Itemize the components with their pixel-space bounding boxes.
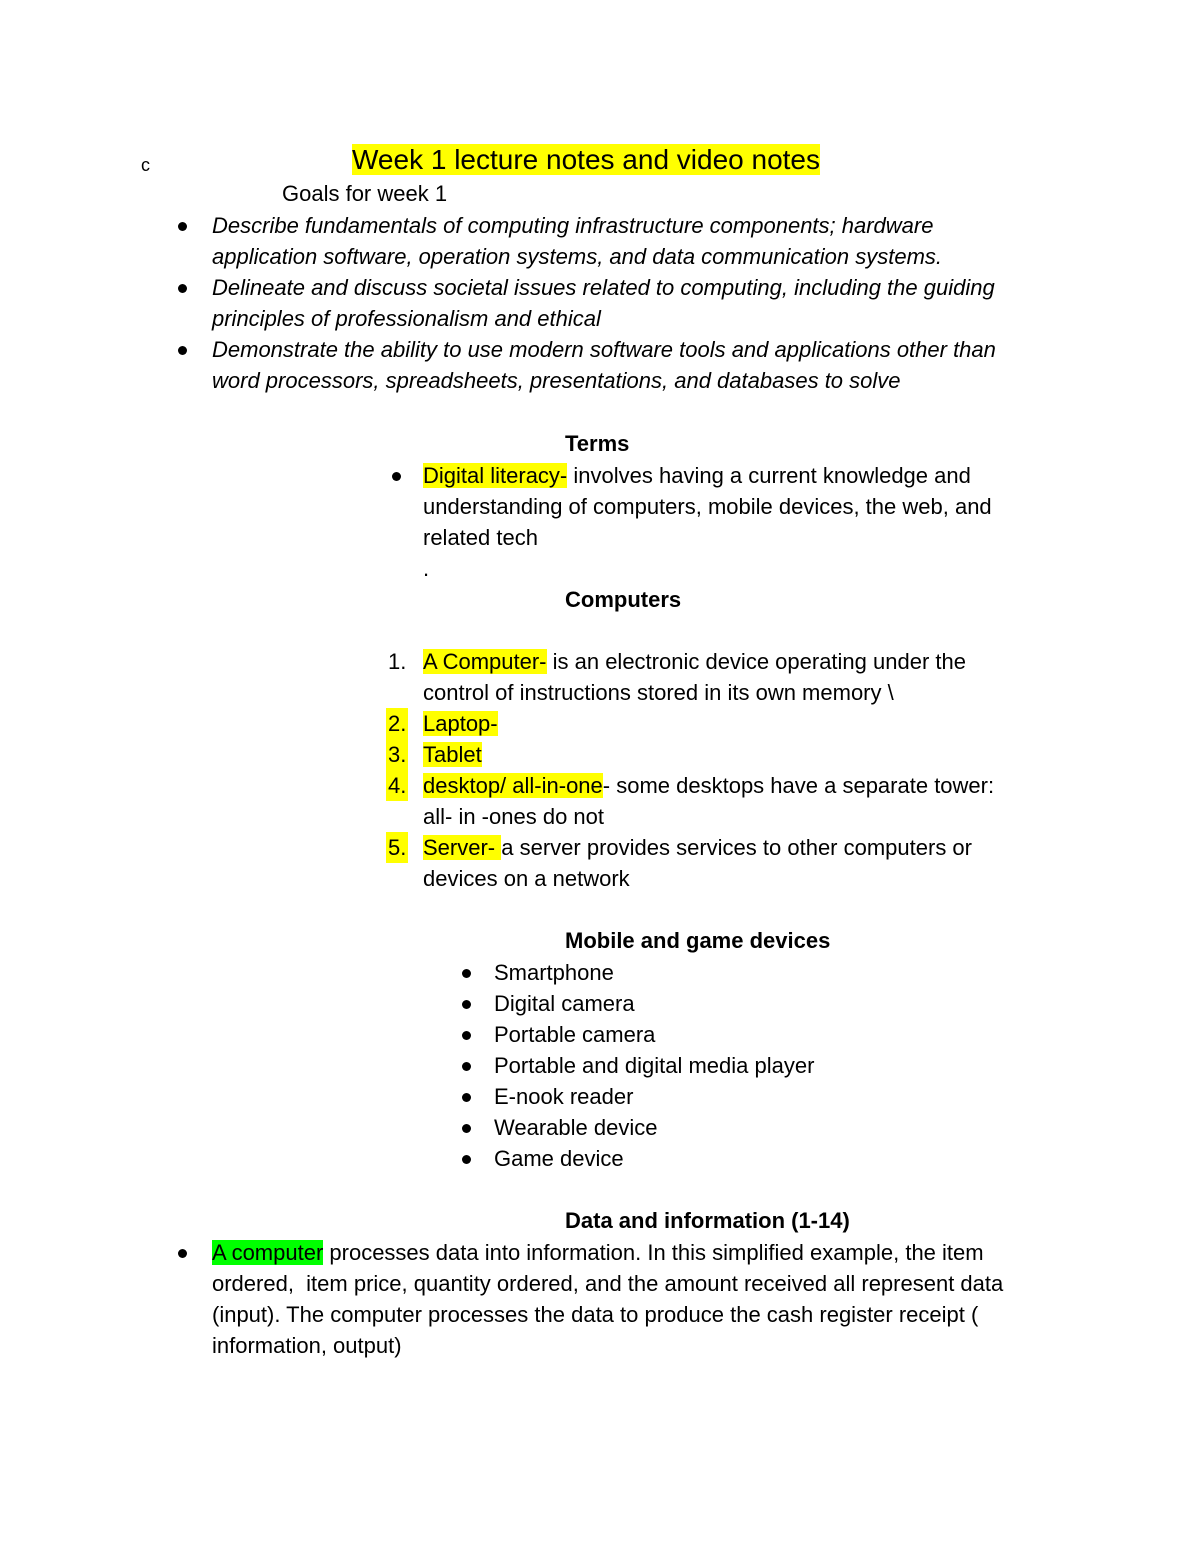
computer-item-1-line-2: control of instructions stored in its own memory \: [423, 680, 894, 705]
term-item-line-2: understanding of computers, mobile devices, the web, and: [423, 494, 992, 519]
computer-item-5-line-1: [423, 832, 972, 863]
data-info-term: A computer: [212, 1240, 324, 1265]
data-info-line-4: information, output): [212, 1333, 402, 1358]
mobile-item: Wearable device: [494, 1115, 658, 1140]
computer-item-definition: is an electronic device operating under the: [546, 649, 966, 674]
mobile-item: Game device: [494, 1146, 624, 1171]
computer-item-1-line-1: [423, 646, 966, 677]
goal-item-3-line-2: word processors, spreadsheets, presentations, and databases to solve: [212, 368, 901, 393]
bullet-icon: [178, 1249, 187, 1258]
goal-item-1-line-2: application software, operation systems, and data communication systems.: [212, 244, 943, 269]
term-definition: involves having a current knowledge and: [567, 463, 971, 488]
term-label: Digital literacy-: [423, 463, 568, 488]
computer-item-term: A Computer-: [423, 649, 547, 674]
computer-item-4-line-2: all- in -ones do not: [423, 804, 604, 829]
list-number: 4.: [386, 770, 408, 801]
data-info-line-3: (input). The computer processes the data to produce the cash register receipt (: [212, 1302, 979, 1327]
bullet-icon: [462, 969, 471, 978]
bullet-icon: [178, 284, 187, 293]
bullet-icon: [462, 1000, 471, 1009]
bullet-icon: [462, 1124, 471, 1133]
bullet-icon: [462, 1155, 471, 1164]
data-info-line-2: ordered, item price, quantity ordered, and the amount received all represent data: [212, 1271, 1004, 1296]
computer-item-4-line-1: [423, 770, 994, 801]
page-subtitle: Goals for week 1: [282, 181, 448, 206]
page-title: [352, 142, 820, 178]
corner-mark: c: [141, 155, 150, 175]
computer-item-definition: a server provides services to other computers or: [501, 835, 972, 860]
term-item-line-3: related tech: [423, 525, 538, 550]
bullet-icon: [462, 1062, 471, 1071]
computer-item-term: Tablet: [423, 742, 482, 767]
mobile-heading: Mobile and game devices: [565, 928, 831, 953]
goal-item-2-line-1: Delineate and discuss societal issues related to computing, including the guiding: [212, 275, 995, 300]
term-item-trailing: .: [423, 556, 430, 581]
page-title-text: Week 1 lecture notes and video notes: [352, 144, 821, 175]
bullet-icon: [178, 222, 187, 231]
computer-item-3: [423, 739, 482, 770]
list-number: 2.: [386, 708, 408, 739]
computers-heading: Computers: [565, 587, 682, 612]
mobile-item: Portable camera: [494, 1022, 656, 1047]
mobile-item: Digital camera: [494, 991, 635, 1016]
bullet-icon: [462, 1031, 471, 1040]
computer-item-term: desktop/ all-in-one: [423, 773, 603, 798]
data-info-definition: processes data into information. In this simplified example, the item: [323, 1240, 984, 1265]
terms-heading: Terms: [565, 431, 630, 456]
computer-item-5-line-2: devices on a network: [423, 866, 630, 891]
list-number: 3.: [386, 739, 408, 770]
bullet-icon: [178, 346, 187, 355]
bullet-icon: [392, 472, 401, 481]
goal-item-1-line-1: Describe fundamentals of computing infrastructure components; hardware: [212, 213, 934, 238]
computer-item-term: Laptop-: [423, 711, 498, 736]
data-info-heading: Data and information (1-14): [565, 1208, 850, 1233]
bullet-icon: [462, 1093, 471, 1102]
computer-item-term: Server-: [423, 835, 502, 860]
list-number: 5.: [386, 832, 408, 863]
data-info-line-1: [212, 1237, 984, 1268]
mobile-item: Smartphone: [494, 960, 614, 985]
mobile-item: E-nook reader: [494, 1084, 634, 1109]
term-item-line-1: [423, 460, 971, 491]
mobile-item: Portable and digital media player: [494, 1053, 815, 1078]
computer-item-2: [423, 708, 498, 739]
computer-item-definition: - some desktops have a separate tower:: [602, 773, 995, 798]
goal-item-3-line-1: Demonstrate the ability to use modern software tools and applications other than: [212, 337, 996, 362]
list-number: 1.: [388, 649, 407, 674]
goal-item-2-line-2: principles of professionalism and ethical: [212, 306, 601, 331]
